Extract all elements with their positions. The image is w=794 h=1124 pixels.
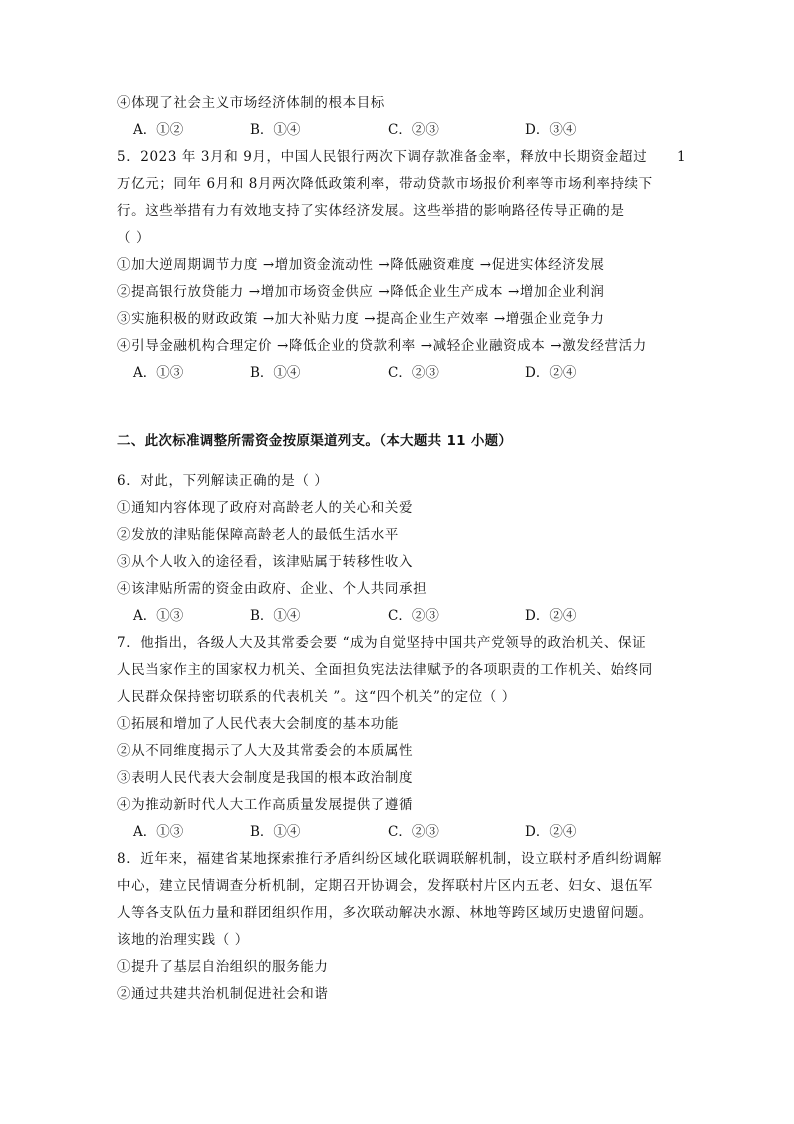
q4-option-a: A．①②: [133, 122, 184, 138]
q8-stem-line-4: 该地的治理实践（ ）: [117, 932, 249, 948]
q5-stem-line-1-tail: 1: [677, 149, 686, 165]
q8-stem-line-2: 中心，建立民情调查分析机制，定期召开协调会，发挥联村片区内五老、妇女、退伍军: [117, 878, 653, 894]
q5-item-2: ②提高银行放贷能力 →增加市场资金供应 →降低企业生产成本 →增加企业利润: [117, 284, 605, 300]
q5-item-4: ④引导金融机构合理定价 →降低企业的贷款利率 →减轻企业融资成本 →激发经营活力: [117, 338, 647, 354]
q5-option-c: C．②③: [388, 365, 439, 381]
q6-item-1: ①通知内容体现了政府对高龄老人的关心和关爱: [117, 500, 414, 516]
q7-stem-line-3: 人民群众保持密切联系的代表机关 ”。这“四个机关”的定位（ ）: [117, 689, 516, 705]
q7-stem-line-2: 人民当家作主的国家权力机关、全面担负宪法法律赋予的各项职责的工作机关、始终同: [117, 662, 653, 678]
q6-item-4: ④该津贴所需的资金由政府、企业、个人共同承担: [117, 581, 428, 597]
q7-stem-line-1: 7．他指出，各级人大及其常委会要 “成为自觉坚持中国共产党领导的政治机关、保证: [117, 635, 647, 651]
q4-option-c: C．②③: [388, 122, 439, 138]
q7-option-a: A．①③: [133, 824, 184, 840]
q4-option-b: B．①④: [250, 122, 301, 138]
q5-option-b: B．①④: [250, 365, 301, 381]
q7-option-c: C．②③: [388, 824, 439, 840]
q8-stem-line-1: 8．近年来，福建省某地探索推行矛盾纠纷区域化联调联解机制，设立联村矛盾纠纷调解: [117, 851, 662, 867]
q5-stem-line-1: 5．2023 年 3月和 9月，中国人民银行两次下调存款准备金率，释放中长期资金超过: [117, 149, 648, 165]
q8-item-1: ①提升了基层自治组织的服务能力: [117, 959, 329, 975]
q5-item-1: ①加大逆周期调节力度 →增加资金流动性 →降低融资难度 →促进实体经济发展: [117, 257, 605, 273]
q5-stem-line-2: 万亿元；同年 6月和 8月两次降低政策利率，带动贷款市场报价利率等市场利率持续下: [117, 176, 653, 192]
q7-item-2: ②从不同维度揭示了人大及其常委会的本质属性: [117, 743, 414, 759]
q6-option-a: A．①③: [133, 608, 184, 624]
q7-option-d: D．②④: [525, 824, 577, 840]
q7-item-4: ④为推动新时代人大工作高质量发展提供了遵循: [117, 797, 414, 813]
q8-item-2: ②通过共建共治机制促进社会和谐: [117, 986, 329, 1002]
q4-option-d: D．③④: [525, 122, 577, 138]
q7-item-1: ①拓展和增加了人民代表大会制度的基本功能: [117, 716, 399, 732]
q7-option-b: B．①④: [250, 824, 301, 840]
q5-option-d: D．②④: [525, 365, 577, 381]
q7-item-3: ③表明人民代表大会制度是我国的根本政治制度: [117, 770, 414, 786]
q8-stem-line-3: 人等各支队伍力量和群团组织作用，多次联动解决水源、林地等跨区域历史遗留问题。: [117, 905, 653, 921]
q6-option-c: C．②③: [388, 608, 439, 624]
q5-answer-paren: （ ）: [117, 230, 151, 246]
section-2-heading: 二、此次标准调整所需资金按原渠道列支。（本大题共 11 小题）: [117, 433, 513, 449]
q5-stem-line-3: 行。这些举措有力有效地支持了实体经济发展。这些举措的影响路径传导正确的是: [117, 203, 625, 219]
q5-item-3: ③实施积极的财政政策 →加大补贴力度 →提高企业生产效率 →增强企业竞争力: [117, 311, 605, 327]
q6-option-b: B．①④: [250, 608, 301, 624]
q6-option-d: D．②④: [525, 608, 577, 624]
q4-item-4: ④体现了社会主义市场经济体制的根本目标: [117, 95, 385, 111]
q6-item-3: ③从个人收入的途径看，该津贴属于转移性收入: [117, 554, 414, 570]
q6-stem: 6．对此，下列解读正确的是（ ）: [117, 473, 329, 489]
q5-option-a: A．①③: [133, 365, 184, 381]
q6-item-2: ②发放的津贴能保障高龄老人的最低生活水平: [117, 527, 399, 543]
